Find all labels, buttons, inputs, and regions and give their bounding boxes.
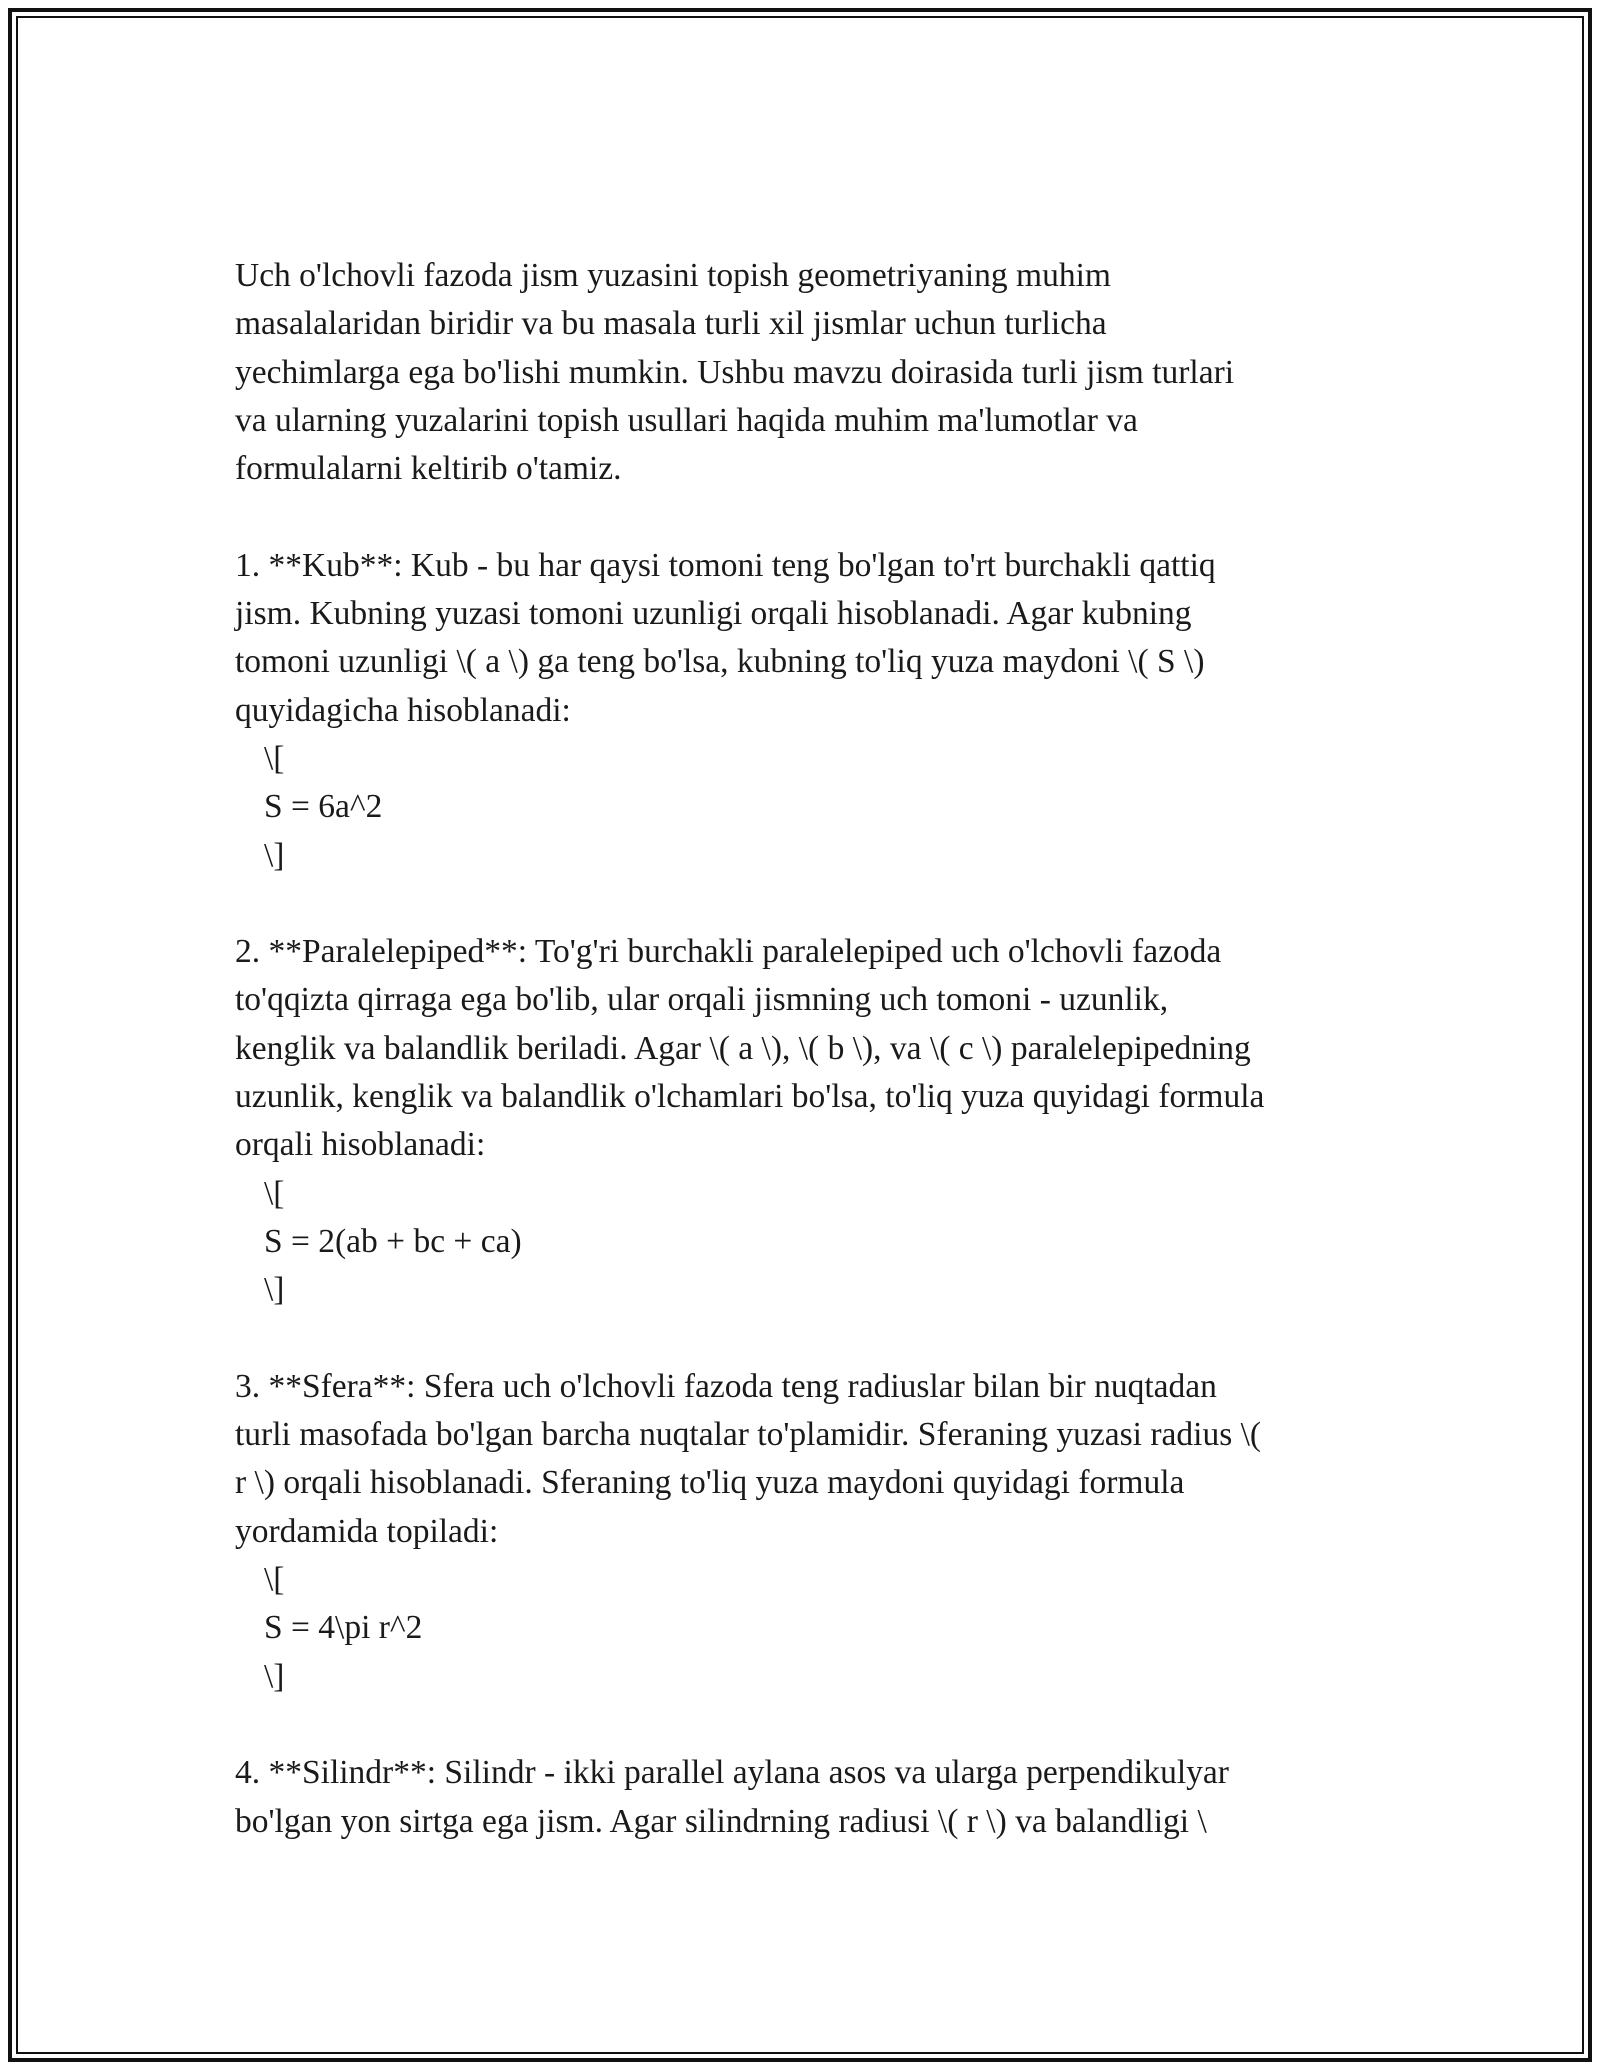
formula-line: \]: [264, 1657, 285, 1695]
formula-line: S = 4\pi r^2: [264, 1609, 423, 1647]
formula-line: \]: [264, 836, 285, 874]
text-line: tomoni uzunligi \( a \) ga teng bo'lsa, kubning to'liq yuza maydoni \( S \): [235, 643, 1205, 681]
text-line: Uch o'lchovli fazoda jism yuzasini topish geometriyaning muhim: [235, 257, 1111, 294]
section-parallelepiped: [235, 928, 1375, 1314]
text-line: 2. **Paralelepiped**: To'g'ri burchakli paralelepiped uch o'lchovli fazoda: [235, 933, 1222, 971]
text-line: yordamida topiladi:: [235, 1512, 499, 1550]
text-line: 3. **Sfera**: Sfera uch o'lchovli fazoda teng radiuslar bilan bir nuqtadan: [235, 1367, 1217, 1405]
formula-line: \[: [264, 1561, 285, 1599]
formula-line: \[: [264, 1174, 285, 1212]
text-line: uzunlik, kenglik va balandlik o'lchamlari bo'lsa, to'liq yuza quyidagi formula: [235, 1078, 1265, 1116]
formula-line: \[: [264, 739, 285, 777]
text-line: jism. Kubning yuzasi tomoni uzunligi orqali hisoblanadi. Agar kubning: [235, 595, 1192, 633]
section-sphere: [235, 1363, 1375, 1701]
text-line: bo'lgan yon sirtga ega jism. Agar silindrning radiusi \( r \) va balandligi \: [235, 1802, 1207, 1840]
section-cylinder: [235, 1749, 1375, 1846]
text-line: masalalaridan biridir va bu masala turli xil jismlar uchun turlicha: [235, 305, 1107, 343]
text-line: 1. **Kub**: Kub - bu har qaysi tomoni teng bo'lgan to'rt burchakli qattiq: [235, 546, 1216, 584]
text-line: r \) orqali hisoblanadi. Sferaning to'liq yuza maydoni quyidagi formula: [235, 1464, 1185, 1502]
text-line: orqali hisoblanadi:: [235, 1126, 486, 1164]
formula-line: S = 6a^2: [264, 788, 383, 826]
section-cube: [235, 542, 1375, 880]
text-line: yechimlarga ega bo'lishi mumkin. Ushbu mavzu doirasida turli jism turlari: [235, 353, 1235, 391]
formula-line: \]: [264, 1271, 285, 1309]
text-line: formulalarni keltirib o'tamiz.: [235, 450, 622, 488]
document-body: [235, 252, 1375, 1894]
formula-line: S = 2(ab + bc + ca): [264, 1222, 522, 1260]
intro-paragraph: [235, 252, 1375, 493]
text-line: turli masofada bo'lgan barcha nuqtalar to'plamidir. Sferaning yuzasi radius \(: [235, 1416, 1262, 1454]
text-line: 4. **Silindr**: Silindr - ikki parallel aylana asos va ularga perpendikulyar: [235, 1754, 1229, 1792]
text-line: to'qqizta qirraga ega bo'lib, ular orqali jismning uch tomoni - uzunlik,: [235, 981, 1169, 1019]
text-line: kenglik va balandlik beriladi. Agar \( a \), \( b \), va \( c \) paralelepipedning: [235, 1029, 1251, 1067]
text-line: va ularning yuzalarini topish usullari haqida muhim ma'lumotlar va: [235, 401, 1138, 439]
text-line: quyidagicha hisoblanadi:: [235, 691, 571, 729]
